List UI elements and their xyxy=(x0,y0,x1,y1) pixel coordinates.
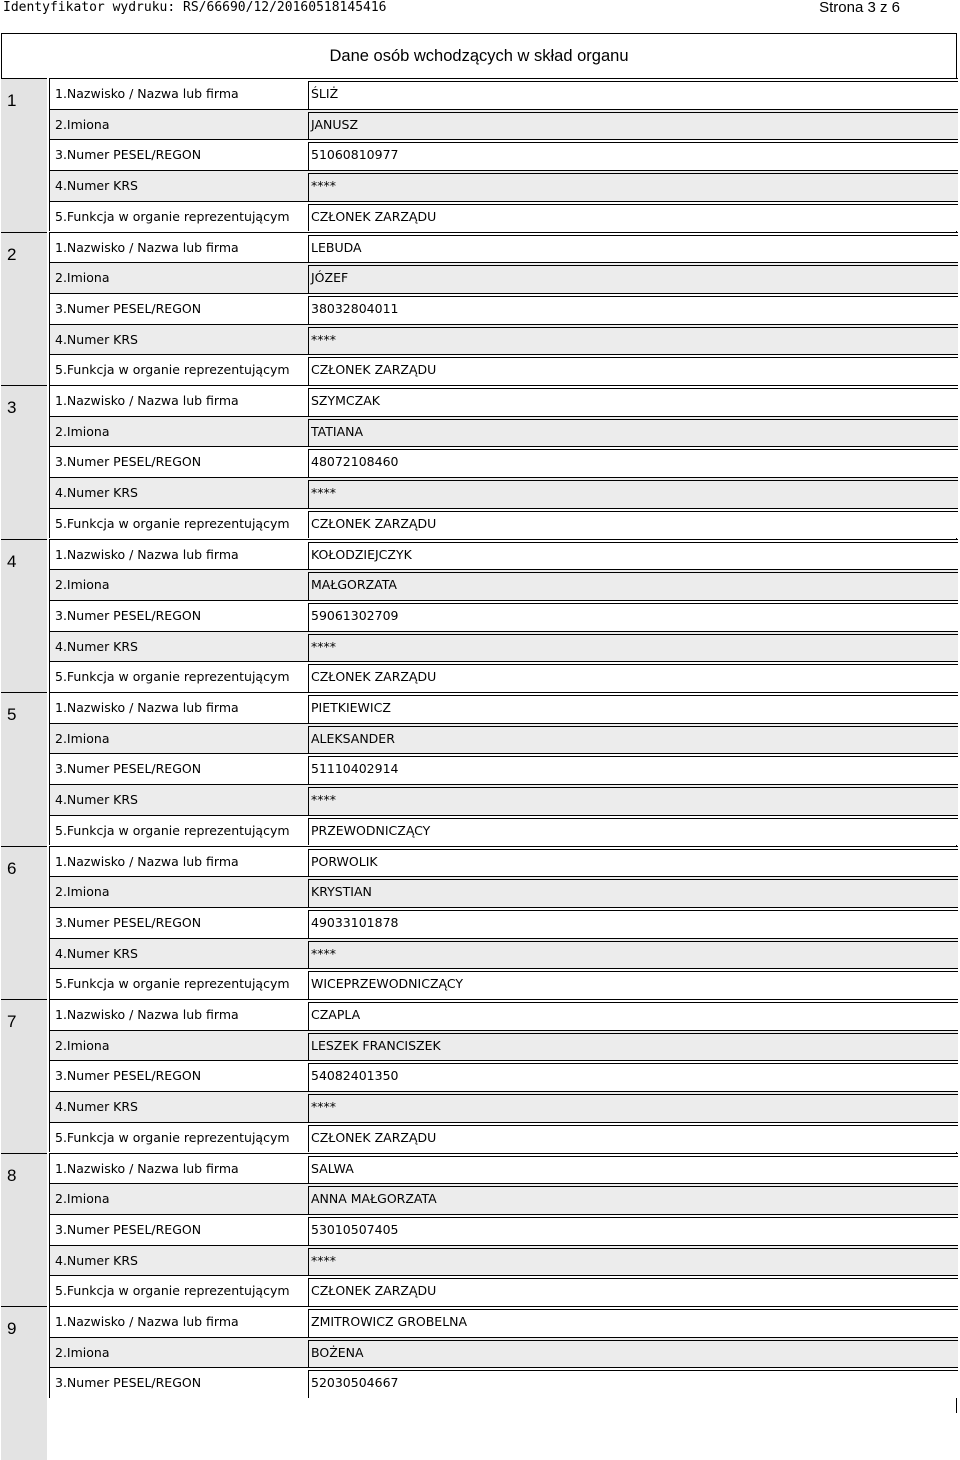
field-row-names xyxy=(49,416,958,447)
field-value: 51110402914 xyxy=(311,761,399,777)
field-value: LESZEK FRANCISZEK xyxy=(311,1037,441,1053)
field-row-surname xyxy=(49,385,958,416)
field-value: ANNA MAŁGORZATA xyxy=(311,1191,437,1207)
person-entry xyxy=(1,78,959,232)
field-row-surname xyxy=(49,692,958,723)
field-label: 3.Numer PESEL/REGON xyxy=(55,147,202,163)
field-value: 49033101878 xyxy=(311,914,399,930)
value-cell xyxy=(308,112,958,140)
field-value: MAŁGORZATA xyxy=(311,577,397,593)
field-value: **** xyxy=(311,178,336,194)
field-label: 3.Numer PESEL/REGON xyxy=(55,914,202,930)
field-row-names xyxy=(49,723,958,754)
field-label: 2.Imiona xyxy=(55,270,110,286)
field-row-surname xyxy=(49,232,958,263)
value-cell xyxy=(308,235,958,263)
field-label: 3.Numer PESEL/REGON xyxy=(55,454,202,470)
field-row-krs xyxy=(49,938,958,969)
field-value: **** xyxy=(311,638,336,654)
person-entry xyxy=(1,1306,959,1460)
field-value: CZŁONEK ZARZĄDU xyxy=(311,362,437,378)
field-label: 1.Nazwisko / Nazwa lub firma xyxy=(55,700,239,715)
entry-fields xyxy=(49,232,958,385)
field-label: 4.Numer KRS xyxy=(55,178,138,194)
value-cell xyxy=(308,572,958,600)
field-label: 5.Funkcja w organie reprezentującym xyxy=(55,515,290,531)
person-entry xyxy=(1,999,959,1153)
field-row-pesel xyxy=(49,139,958,170)
field-row-krs xyxy=(49,1245,958,1276)
field-value: CZŁONEK ZARZĄDU xyxy=(311,1129,437,1145)
field-label: 2.Imiona xyxy=(55,423,110,439)
person-entry xyxy=(1,846,959,1000)
field-label: 3.Numer PESEL/REGON xyxy=(55,607,202,623)
value-cell xyxy=(308,849,958,877)
entry-number: 3 xyxy=(1,385,47,539)
field-label: 4.Numer KRS xyxy=(55,638,138,654)
field-row-function xyxy=(49,661,958,692)
field-value: **** xyxy=(311,1252,336,1268)
field-row-pesel xyxy=(49,600,958,631)
value-cell xyxy=(308,81,958,109)
field-row-krs xyxy=(49,324,958,355)
field-value: 54082401350 xyxy=(311,1068,399,1084)
field-value: **** xyxy=(311,945,336,961)
entry-number: 8 xyxy=(1,1153,47,1307)
field-row-surname xyxy=(49,999,958,1030)
field-value: WICEPRZEWODNICZĄCY xyxy=(311,976,463,992)
field-row-pesel xyxy=(49,753,958,784)
field-label: 3.Numer PESEL/REGON xyxy=(55,1375,202,1391)
field-label: 5.Funkcja w organie reprezentującym xyxy=(55,362,290,378)
field-label: 5.Funkcja w organie reprezentującym xyxy=(55,208,290,224)
entry-number: 6 xyxy=(1,846,47,1000)
entry-fields xyxy=(49,999,958,1152)
field-value: PIETKIEWICZ xyxy=(311,700,391,715)
value-cell xyxy=(308,419,958,447)
field-label: 1.Nazwisko / Nazwa lub firma xyxy=(55,1160,239,1176)
value-cell xyxy=(308,1063,958,1091)
field-value: 48072108460 xyxy=(311,454,399,470)
field-value: KOŁODZIEJCZYK xyxy=(311,546,412,562)
field-value: KRYSTIAN xyxy=(311,884,372,900)
person-entry xyxy=(1,385,959,539)
value-cell xyxy=(308,603,958,631)
person-entry xyxy=(1,1153,959,1307)
value-cell xyxy=(308,726,958,754)
value-cell xyxy=(308,756,958,784)
field-value: **** xyxy=(311,1099,336,1115)
field-label: 2.Imiona xyxy=(55,577,110,593)
field-value: PRZEWODNICZĄCY xyxy=(311,822,431,838)
value-cell xyxy=(308,327,958,355)
value-cell xyxy=(308,1217,958,1245)
section-title: Dane osób wchodzących w skład organu xyxy=(329,47,629,65)
field-value: SZYMCZAK xyxy=(311,393,380,408)
field-row-surname xyxy=(49,539,958,570)
entry-fields xyxy=(49,846,958,999)
field-row-pesel xyxy=(49,1060,958,1091)
field-label: 4.Numer KRS xyxy=(55,1252,138,1268)
field-row-function xyxy=(49,968,958,999)
field-row-surname xyxy=(49,1306,958,1337)
field-label: 4.Numer KRS xyxy=(55,331,138,347)
field-row-surname xyxy=(49,1153,958,1184)
field-row-pesel xyxy=(49,1367,958,1398)
field-row-krs xyxy=(49,1091,958,1122)
value-cell xyxy=(308,1002,958,1030)
field-row-krs xyxy=(49,170,958,201)
value-cell xyxy=(308,695,958,723)
field-label: 1.Nazwisko / Nazwa lub firma xyxy=(55,393,239,408)
field-value: **** xyxy=(311,331,336,347)
field-label: 5.Funkcja w organie reprezentującym xyxy=(55,669,290,685)
entry-fields xyxy=(49,1153,958,1306)
entry-number: 7 xyxy=(1,999,47,1153)
field-row-pesel xyxy=(49,293,958,324)
value-cell xyxy=(308,787,958,815)
field-row-function xyxy=(49,815,958,846)
field-label: 2.Imiona xyxy=(55,1037,110,1053)
person-entry xyxy=(1,539,959,693)
field-row-function xyxy=(49,508,958,539)
field-label: 1.Nazwisko / Nazwa lub firma xyxy=(55,86,239,101)
value-cell xyxy=(308,480,958,508)
field-row-krs xyxy=(49,631,958,662)
field-value: 51060810977 xyxy=(311,147,399,163)
field-label: 1.Nazwisko / Nazwa lub firma xyxy=(55,546,239,562)
value-cell xyxy=(308,1370,958,1398)
value-cell xyxy=(308,296,958,324)
field-label: 3.Numer PESEL/REGON xyxy=(55,300,202,316)
field-row-krs xyxy=(49,477,958,508)
entry-fields xyxy=(49,385,958,538)
field-row-pesel xyxy=(49,1214,958,1245)
value-cell xyxy=(308,388,958,416)
field-label: 1.Nazwisko / Nazwa lub firma xyxy=(55,239,239,255)
entry-fields xyxy=(49,78,958,231)
field-label: 1.Nazwisko / Nazwa lub firma xyxy=(55,1007,239,1022)
field-label: 2.Imiona xyxy=(55,730,110,746)
value-cell xyxy=(308,173,958,201)
field-value: CZAPLA xyxy=(311,1007,361,1022)
field-value: CZŁONEK ZARZĄDU xyxy=(311,1283,437,1299)
field-value: CZŁONEK ZARZĄDU xyxy=(311,208,437,224)
field-label: 5.Funkcja w organie reprezentującym xyxy=(55,1283,290,1299)
print-identifier: Identyfikator wydruku: RS/66690/12/20160518145416 xyxy=(3,0,387,15)
field-value: 53010507405 xyxy=(311,1221,399,1237)
field-row-pesel xyxy=(49,907,958,938)
field-row-names xyxy=(49,1183,958,1214)
field-row-names xyxy=(49,109,958,140)
field-label: 2.Imiona xyxy=(55,884,110,900)
field-row-names xyxy=(49,1030,958,1061)
entry-fields xyxy=(49,539,958,692)
entry-number: 4 xyxy=(1,539,47,693)
field-label: 5.Funkcja w organie reprezentującym xyxy=(55,1129,290,1145)
field-value: 59061302709 xyxy=(311,607,399,623)
field-row-function xyxy=(49,1275,958,1306)
entry-fields xyxy=(49,1306,958,1398)
field-value: 52030504667 xyxy=(311,1375,399,1391)
field-row-surname xyxy=(49,846,958,877)
field-row-function xyxy=(49,1122,958,1153)
field-row-names xyxy=(49,569,958,600)
field-row-names xyxy=(49,876,958,907)
value-cell xyxy=(308,879,958,907)
field-value: ZMITROWICZ GROBELNA xyxy=(311,1314,468,1329)
field-value: ALEKSANDER xyxy=(311,730,395,746)
field-value: PORWOLIK xyxy=(311,853,378,869)
field-value: ŚLIŻ xyxy=(311,86,339,101)
field-row-surname xyxy=(49,78,958,109)
field-value: TATIANA xyxy=(311,423,364,439)
entry-number: 1 xyxy=(1,78,47,232)
person-entry xyxy=(1,232,959,386)
field-label: 3.Numer PESEL/REGON xyxy=(55,1221,202,1237)
field-value: **** xyxy=(311,792,336,808)
field-row-function xyxy=(49,201,958,232)
field-row-names xyxy=(49,262,958,293)
value-cell xyxy=(308,1094,958,1122)
field-label: 5.Funkcja w organie reprezentującym xyxy=(55,976,290,992)
field-label: 2.Imiona xyxy=(55,1344,110,1360)
field-label: 4.Numer KRS xyxy=(55,485,138,501)
field-label: 1.Nazwisko / Nazwa lub firma xyxy=(55,853,239,869)
field-row-function xyxy=(49,354,958,385)
field-label: 3.Numer PESEL/REGON xyxy=(55,761,202,777)
field-label: 2.Imiona xyxy=(55,116,110,132)
print-header xyxy=(0,0,960,18)
value-cell xyxy=(308,910,958,938)
field-row-krs xyxy=(49,784,958,815)
field-value: 38032804011 xyxy=(311,300,399,316)
field-row-names xyxy=(49,1337,958,1368)
field-value: CZŁONEK ZARZĄDU xyxy=(311,669,437,685)
person-entry xyxy=(1,692,959,846)
field-value: CZŁONEK ZARZĄDU xyxy=(311,515,437,531)
persons-list xyxy=(1,78,959,1460)
value-cell xyxy=(308,1340,958,1368)
field-value: **** xyxy=(311,485,336,501)
field-label: 5.Funkcja w organie reprezentującym xyxy=(55,822,290,838)
field-value: JÓZEF xyxy=(311,270,349,286)
field-label: 2.Imiona xyxy=(55,1191,110,1207)
entry-fields xyxy=(49,692,958,845)
field-label: 4.Numer KRS xyxy=(55,945,138,961)
value-cell xyxy=(308,1248,958,1276)
value-cell xyxy=(308,449,958,477)
field-value: LEBUDA xyxy=(311,239,362,255)
value-cell xyxy=(308,265,958,293)
entry-number: 2 xyxy=(1,232,47,386)
field-row-pesel xyxy=(49,446,958,477)
entry-number: 9 xyxy=(1,1306,47,1460)
value-cell xyxy=(308,634,958,662)
value-cell xyxy=(308,941,958,969)
field-value: BOŻENA xyxy=(311,1344,364,1360)
entry-number: 5 xyxy=(1,692,47,846)
field-label: 4.Numer KRS xyxy=(55,792,138,808)
field-value: SALWA xyxy=(311,1160,354,1176)
page-indicator: Strona 3 z 6 xyxy=(819,0,900,16)
value-cell xyxy=(308,1156,958,1184)
field-label: 4.Numer KRS xyxy=(55,1099,138,1115)
field-label: 1.Nazwisko / Nazwa lub firma xyxy=(55,1314,239,1329)
value-cell xyxy=(308,142,958,170)
field-label: 3.Numer PESEL/REGON xyxy=(55,1068,202,1084)
field-value: JANUSZ xyxy=(311,116,359,132)
